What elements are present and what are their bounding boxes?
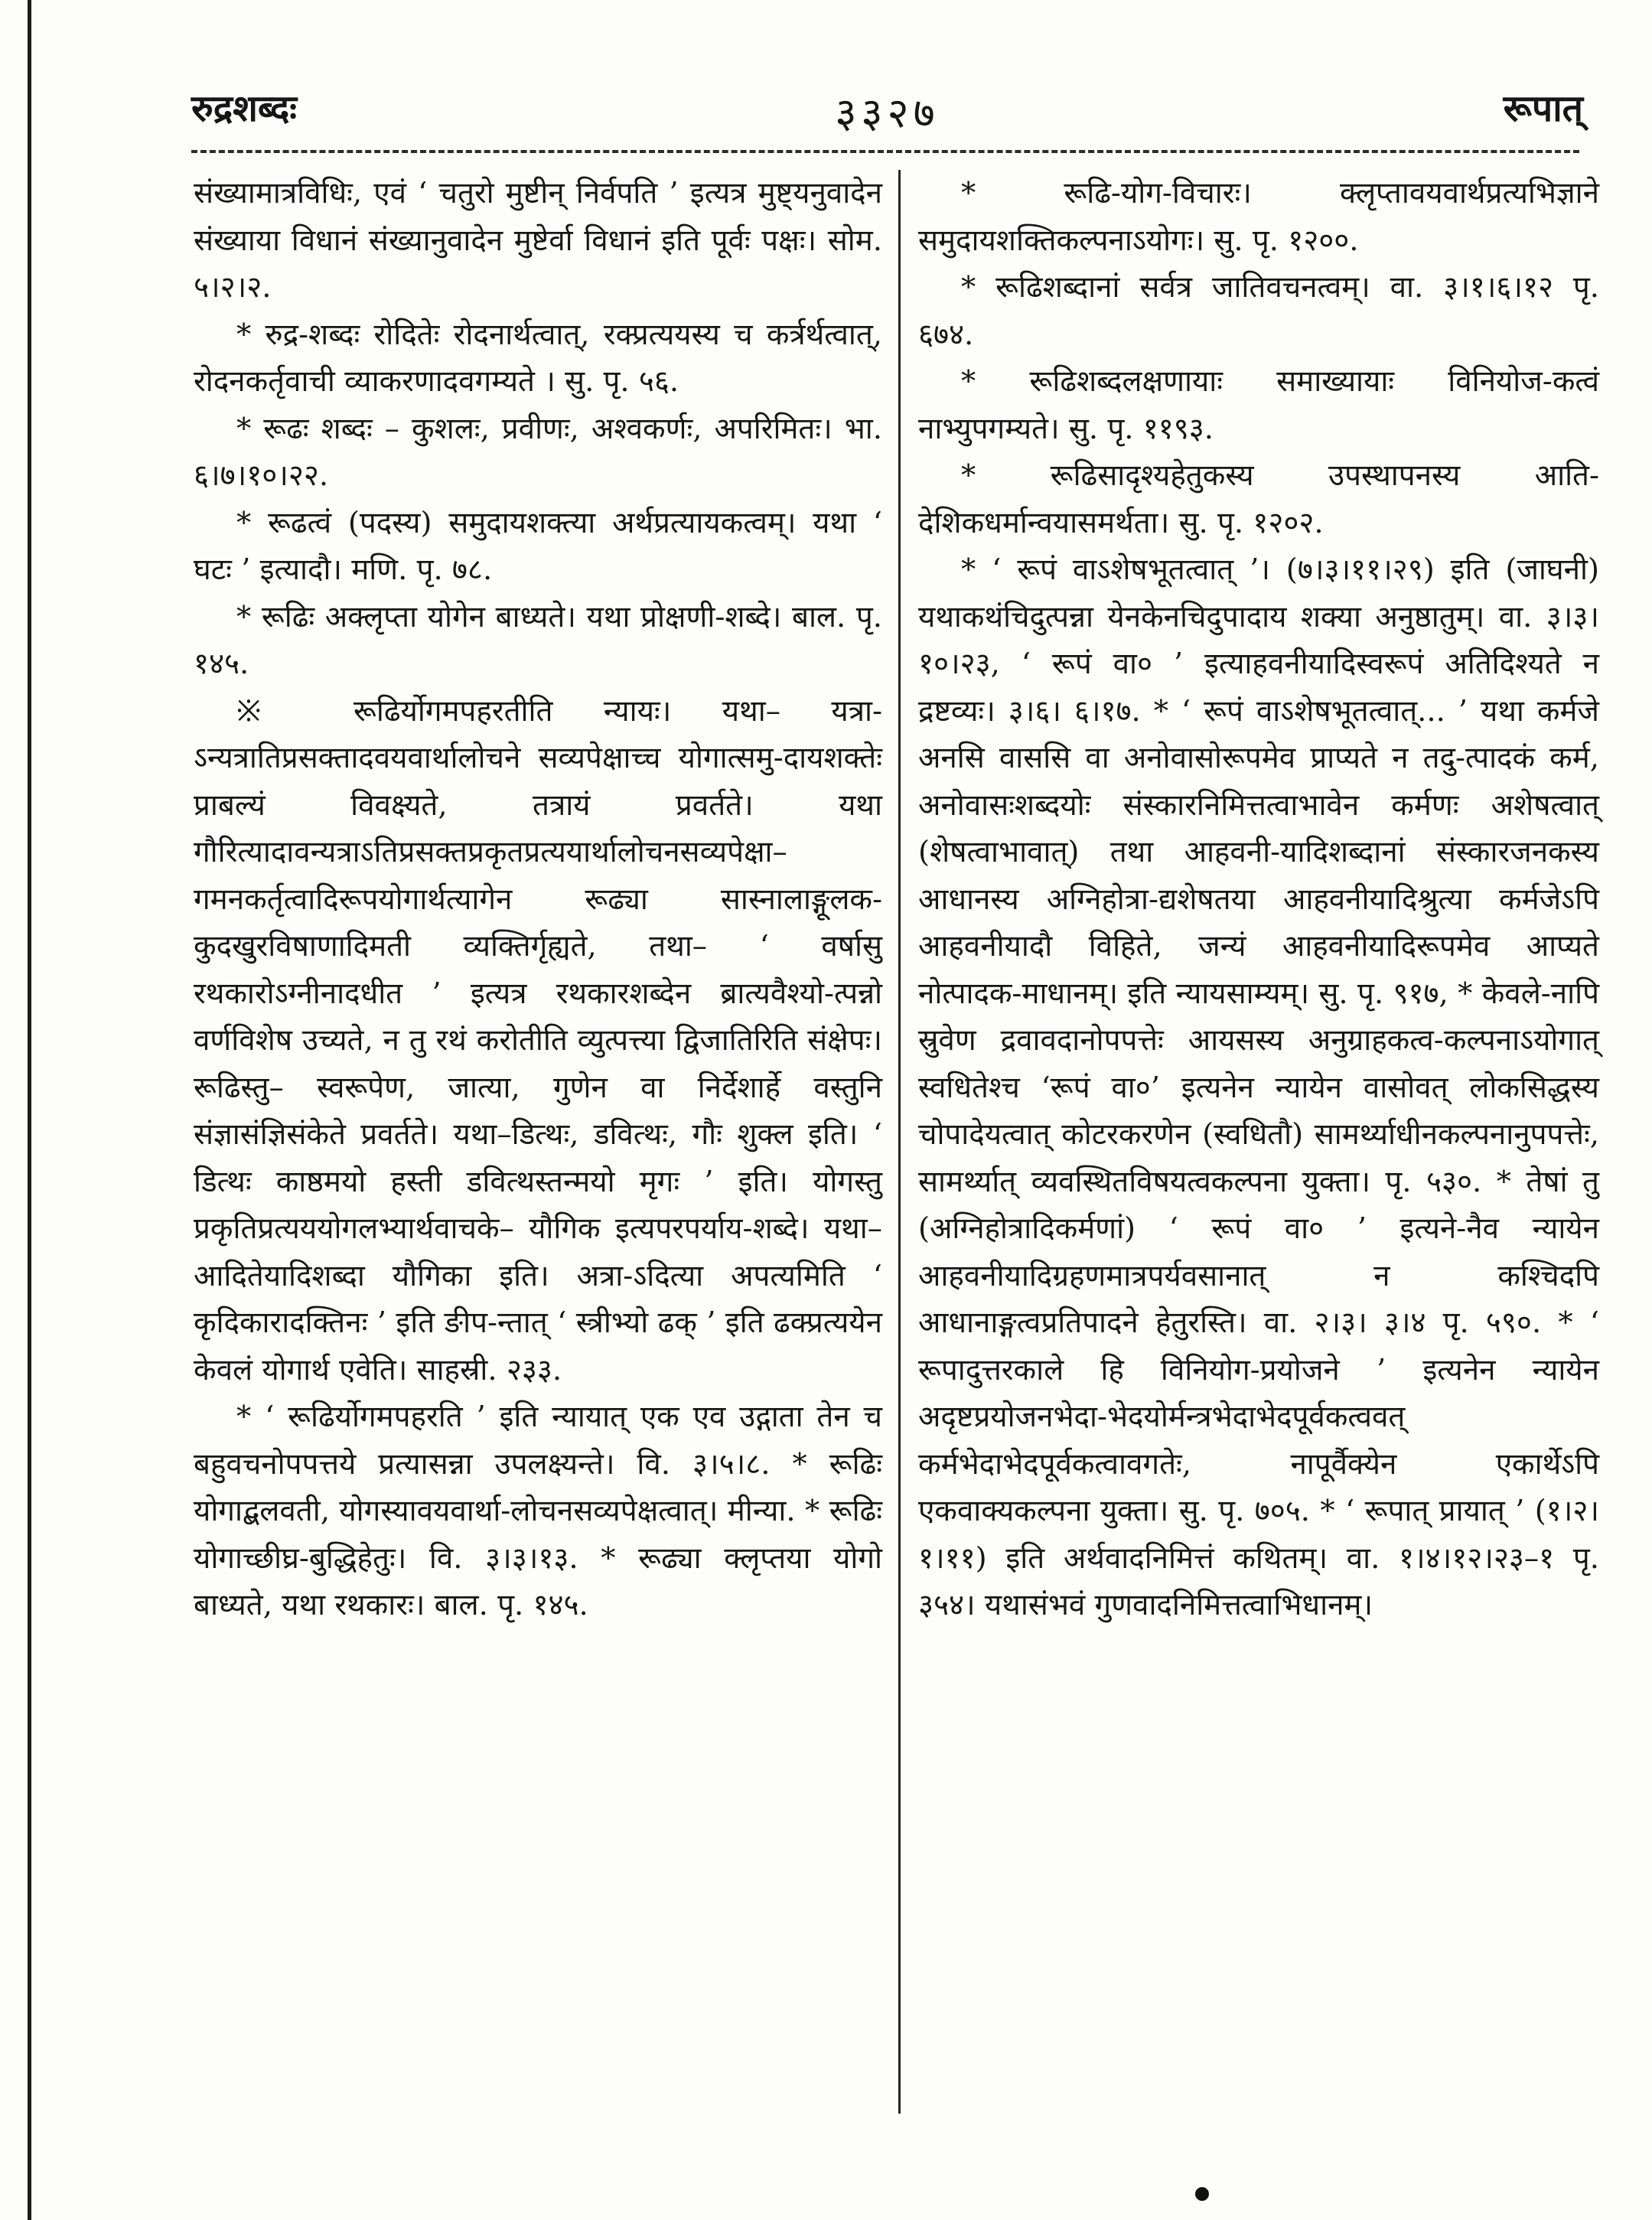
column-divider <box>898 170 901 2114</box>
page-number: ३३२७ <box>835 89 940 137</box>
left-entry-rudha: * रूढः शब्दः – कुशलः, प्रवीणः, अश्वकर्णः, अपरिमितः। भा. ६।७।१०।२२. <box>194 411 882 493</box>
right-entry-rudhi-shabda: * रूढिशब्दानां सर्वत्र जातिवचनत्वम्। वा. ३।१।६।१२ पृ. ६७४. <box>918 270 1599 352</box>
right-entry-rudhi-sadrishya: * रूढिसादृश्यहेतुकस्य उपस्थापनस्य आति-देशिकधर्मान्वयासमर्थता। सु. पृ. १२०२. <box>918 458 1599 540</box>
running-header <box>191 83 1583 152</box>
left-entry-rudhi: * रूढिः अक्लृप्ता योगेन बाध्यते। यथा प्रोक्षणी-शब्दे। बाल. पृ. १४५. <box>194 599 882 681</box>
right-entry-rupam-va: * ‘ रूपं वाऽशेषभूतत्वात् ’। (७।३।११।२९) इति (जाघनी) यथाकथंचिदुत्पन्ना येनकेनचिदुपादाय शक्या अनुष्ठातुम्। वा. ३।३।१०।२३, ‘ रूपं वा० ’ इत्याहवनीयादिस्वरूपं अतिदिश्यते न द्रष्टव्यः। ३।६। ६।१७. * ‘ रूपं वाऽशेषभूतत्वात्... ’ यथा कर्मजे अनसि वाससि वा अनोवासोरूपमेव प्राप्यते न तदु-त्पादकं कर्म, अनोवासःशब्दयोः संस्कारनिमित्तत्वाभावेन कर्मणः अशेषत्वात् (शेषत्वाभावात्) तथा आहवनी-यादिशब्दानां संस्कारजनकस्य आधानस्य अग्निहोत्रा-द्यशेषतया आहवनीयादिश्रुत्या कर्मजेऽपि आहवनीयादौ विहिते, जन्यं आहवनीयादिरूपमेव आप्यते नोत्पादक-माधानम्। इति न्यायसाम्यम्। सु. पृ. ९१७, * केवले-नापि स्रुवेण द्रवावदानोपपत्तेः आयसस्य अनुग्राहकत्व-कल्पनाऽयोगात् स्वधितेश्च ‘रूपं वा०’ इत्यनेन न्यायेन वासोवत् लोकसिद्धस्य चोपादेयत्वात् कोटरकरणेन (स्वधितौ) सामर्थ्याधीनकल्पनानुपपत्तेः, सामर्थ्यात् व्यवस्थितविषयत्वकल्पना युक्ता। पृ. ५३०. * तेषां तु (अग्निहोत्रादिकर्मणां) ‘ रूपं वा० ’ इत्यने-नैव न्यायेन आहवनीयादिग्रहणमात्रपर्यवसानात् न कश्चिदपि आधानाङ्गत्वप्रतिपादने हेतुरस्ति। वा. २।३। ३।४ पृ. ५९०. * ‘ रूपादुत्तरकाले हि विनियोग-प्रयोजने ’ इत्यनेन न्यायेन अदृष्टप्रयोजनभेदा-भेदयोर्मन्त्रभेदाभेदपूर्वकत्ववत् कर्मभेदाभेदपूर्वकत्वावगतेः, नापूर्वैक्येन एकार्थेऽपि एकवाक्यकल्पना युक्ता। सु. पृ. ७०५. * ‘ रूपात् प्रायात् ’ (१।२।१।११) इति अर्थवादनिमित्तं कथितम्। वा. १।४।१२।२३–१ पृ. ३५४। यथासंभवं गुणवादनिमित्तत्वाभिधानम्। <box>918 553 1599 1622</box>
left-entry-rudhi-nyaya: ※ रूढिर्योगमपहरतीति न्यायः। यथा– यत्रा-ऽन्यत्रातिप्रसक्तादवयवार्थालोचने सव्यपेक्षाच्च योगात्समु-दायशक्तेः प्राबल्यं विवक्ष्यते, तत्रायं प्रवर्तते। यथा गौरित्यादावन्यत्राऽतिप्रसक्तप्रकृतप्रत्ययार्थालोचनसव्यपेक्षा– गमनकर्तृत्वादिरूपयोगार्थत्यागेन रूढ्या सास्नालाङ्गूलक-कुदखुरविषाणादिमती व्यक्तिर्गृह्यते, तथा– ‘ वर्षासु रथकारोऽग्नीनादधीत ’ इत्यत्र रथकारशब्देन ब्रात्यवैश्यो-त्पन्नो वर्णविशेष उच्यते, न तु रथं करोतीति व्युत्पत्त्या द्विजातिरिति संक्षेपः। रूढिस्तु– स्वरूपेण, जात्या, गुणेन वा निर्देशार्हे वस्तुनि संज्ञासंज्ञिसंकेते प्रवर्तते। यथा–डित्थः, डवित्थः, गौः शुक्ल इति। ‘ डित्थः काष्ठमयो हस्ती डवित्थस्तन्मयो मृगः ’ इति। योगस्तु प्रकृतिप्रत्यययोगलभ्यार्थवाचके– यौगिक इत्यपरपर्याय-शब्दे। यथा– आदितेयादिशब्दा यौगिका इति। अत्रा-ऽदित्या अपत्यमिति ‘ कृदिकारादक्तिनः ’ इति ङीप-न्तात् ‘ स्त्रीभ्यो ढक् ’ इति ढक्प्रत्ययेन केवलं योगार्थ एवेति। साहस्री. २३३. <box>194 693 882 1387</box>
header-rule <box>191 150 1579 153</box>
left-entry-rudhi-apaharati: * ‘ रूढिर्योगमपहरति ’ इति न्यायात् एक एव उद्गाता तेन च बहुवचनोपपत्तये प्रत्यासन्ना उपलक्ष्यन्ते। वि. ३।५।८. * रूढिः योगाद्बलवती, योगस्यावयवार्था-लोचनसव्यपेक्षत्वात्। मीन्या. * रूढिः योगाच्छीघ्र-बुद्धिहेतुः। वि. ३।३।१३. * रूढ्या क्लृप्तया योगो बाध्यते, यथा रथकारः। बाल. पृ. १४५. <box>194 1400 882 1622</box>
right-column <box>918 170 1599 1629</box>
right-entry-rudhi-lakshana: * रूढिशब्दलक्षणायाः समाख्यायाः विनियोज-कत्वं नाभ्युपगम्यते। सु. पृ. ११९३. <box>918 364 1599 446</box>
header-left-word: रुद्रशब्दः <box>191 87 298 130</box>
left-entry-rudhatva: * रूढत्वं (पदस्य) समुदायशक्त्या अर्थप्रत्यायकत्वम्। यथा ‘ घटः ’ इत्यादौ। मणि. पृ. ७८. <box>194 505 882 587</box>
left-entry-continued: संख्यामात्रविधिः, एवं ‘ चतुरो मुष्टीन् निर्वपति ’ इत्यत्र मुष्ट्यनुवादेन संख्याया विधानं संख्यानुवादेन मुष्टेर्वा विधानं इति पूर्वः पक्षः। सोम. ५।२।२. <box>194 176 882 305</box>
right-entry-rudhi-yoga: * रूढि-योग-विचारः। क्लृप्तावयवार्थप्रत्यभिज्ञाने समुदायशक्तिकल्पनाऽयोगः। सु. पृ. १२००. <box>918 176 1599 258</box>
scan-margin-line <box>28 0 31 2220</box>
left-column <box>194 170 882 1629</box>
header-right-word: रूपात् <box>1503 87 1583 130</box>
left-entry-rudra-shabda: * रुद्र-शब्दः रोदितेः रोदनार्थत्वात्, रक्प्रत्ययस्य च कर्त्रर्थत्वात्, रोदनकर्तृवाची व्याकरणादवगम्यते । सु. पृ. ५६. <box>194 317 882 399</box>
scan-speck <box>1195 2187 1209 2201</box>
